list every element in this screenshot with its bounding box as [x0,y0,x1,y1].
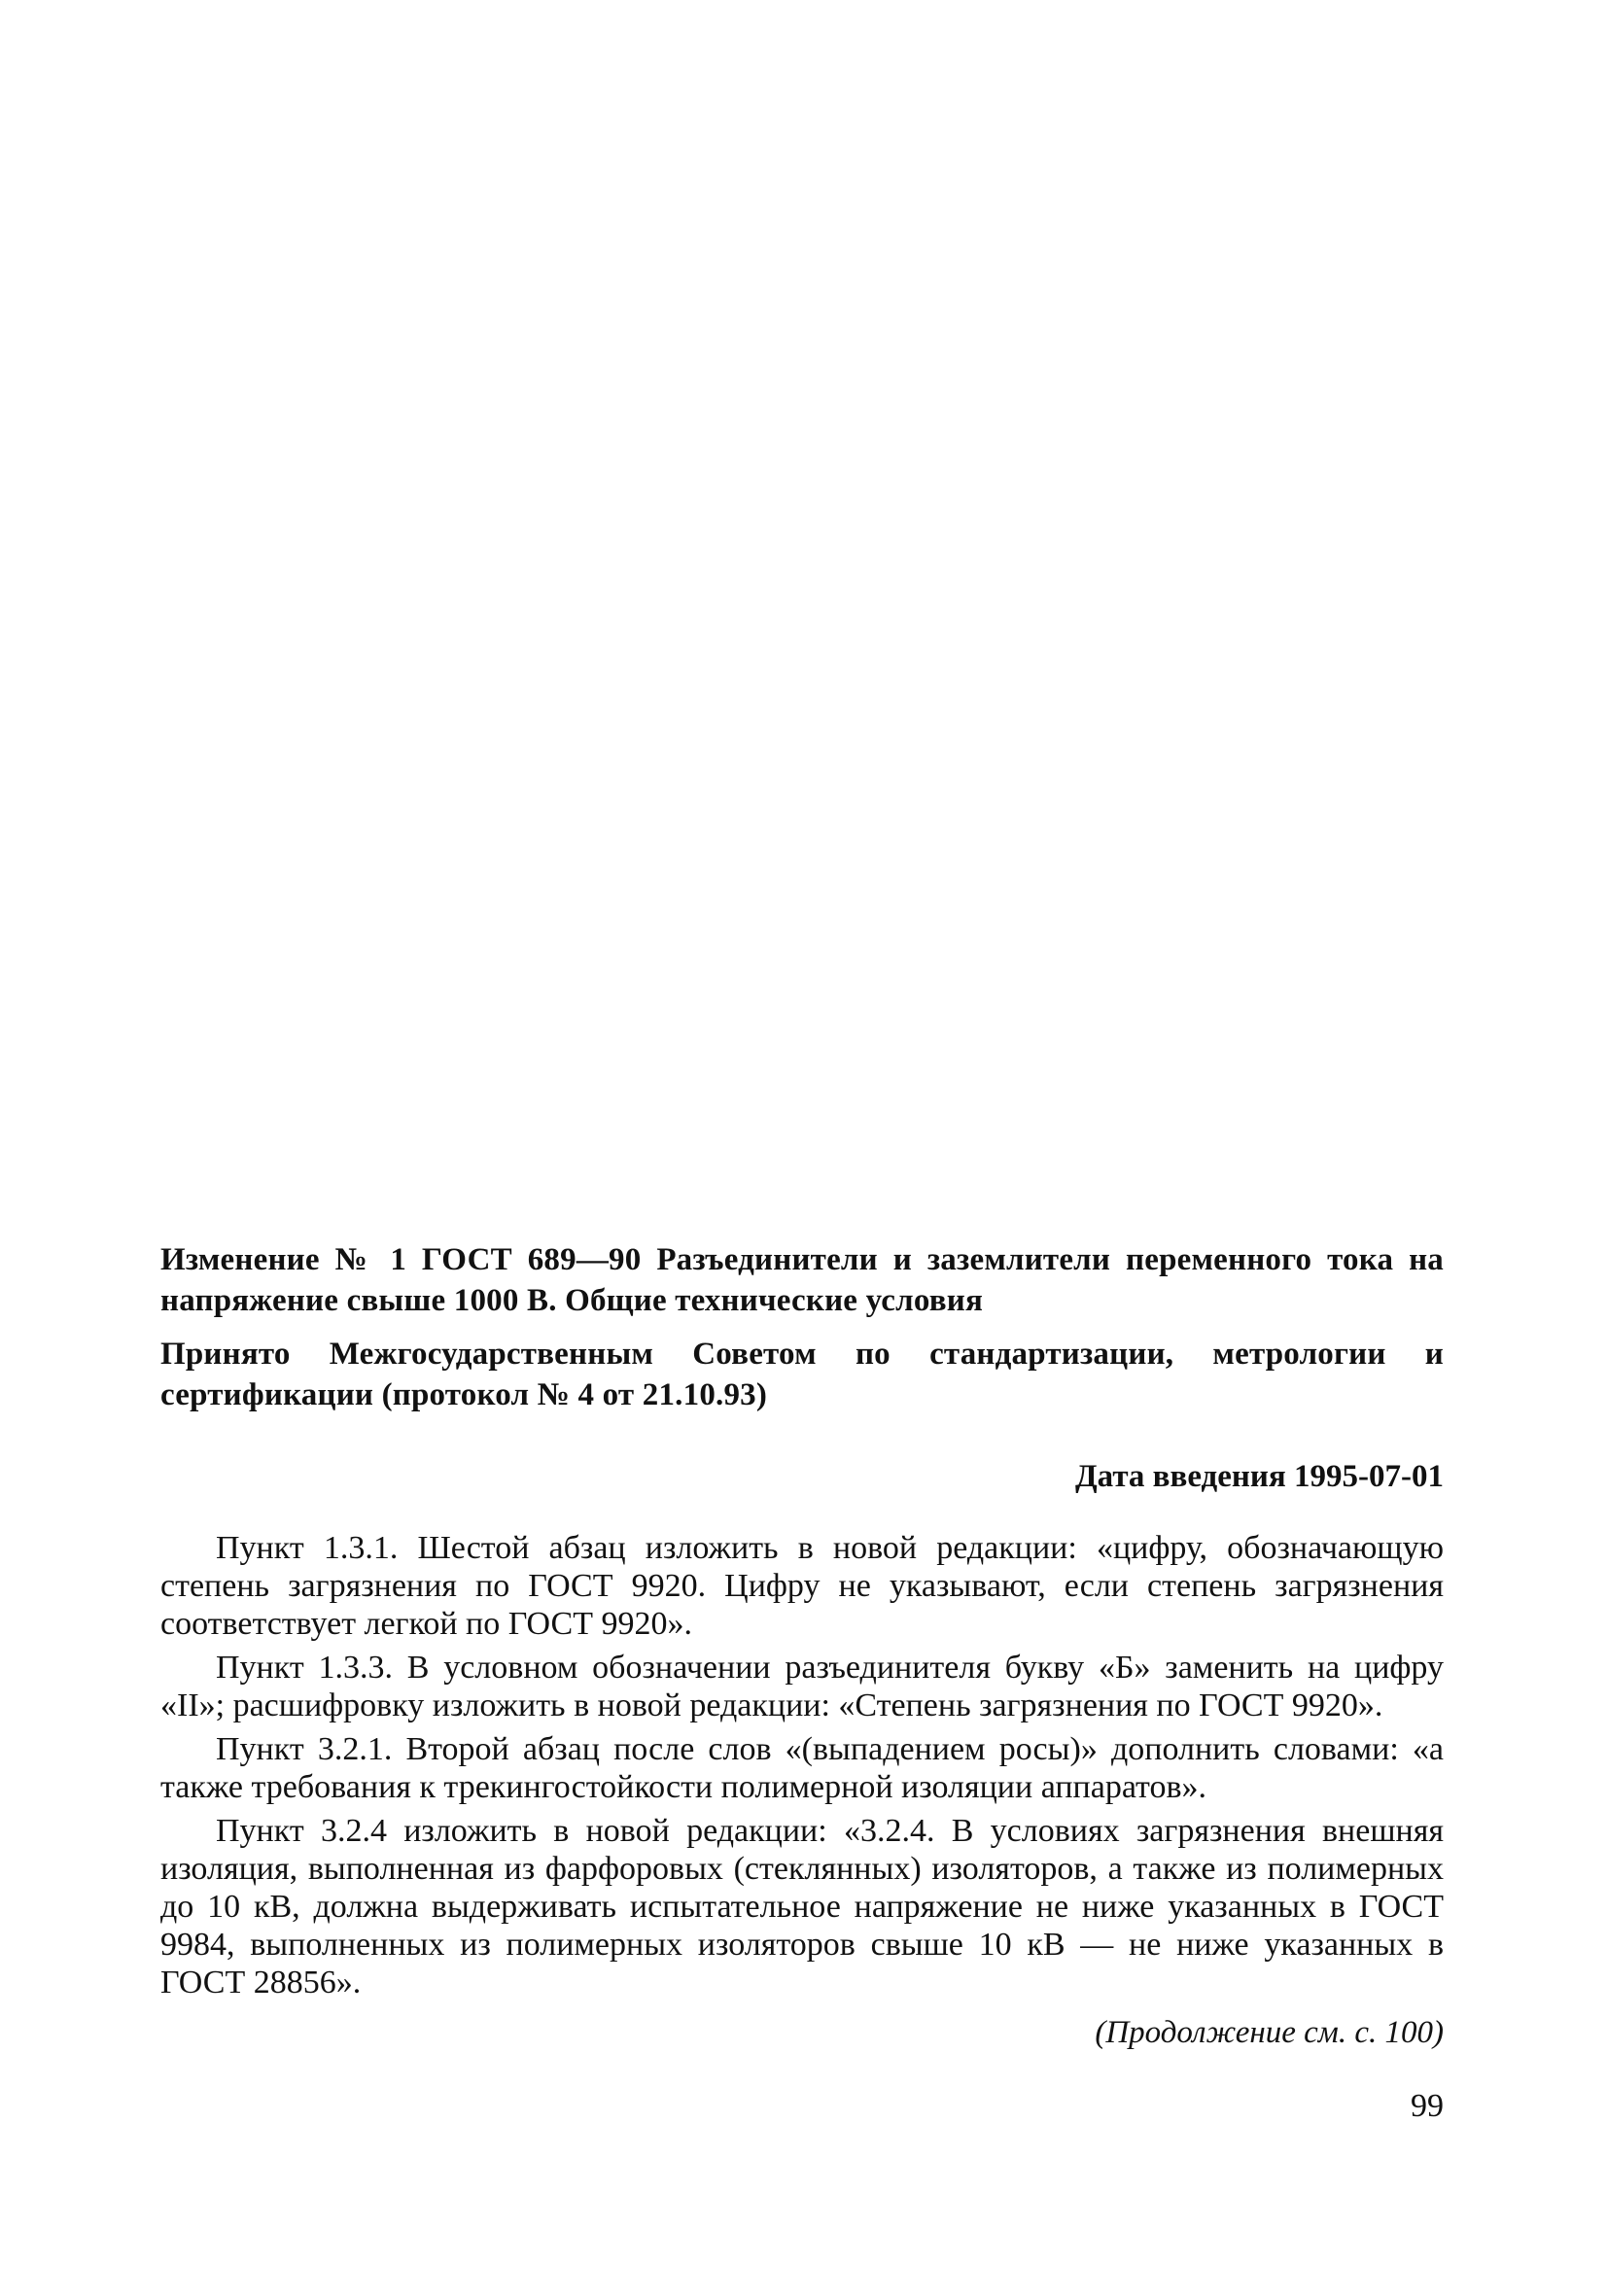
document-content [160,1239,1444,2052]
effective-date: Дата введения 1995-07-01 [1074,1459,1444,1494]
paragraph-clause-1-3-3: Пункт 1.3.3. В условном обозначении разъединителя букву «Б» заменить на цифру «II»; расшифровку изложить в новой редакции: «Степень загрязнения по ГОСТ 9920». [160,1650,1444,1723]
amendment-title: Изменение № 1 ГОСТ 689—90 Разъединители и заземлители переменного тока на напряжение свыше 1000 В. Общие технические условия [160,1242,1444,1318]
accepted-by-statement: Принято Межгосударственным Советом по стандартизации, метрологии и сертификации (протокол № 4 от 21.10.93) [160,1337,1444,1412]
paragraph-clause-3-2-1: Пункт 3.2.1. Второй абзац после слов «(выпадением росы)» дополнить словами: «а также требования к трекингостойкости полимерной изоляции аппаратов». [160,1731,1444,1805]
paragraph-clause-1-3-1: Пункт 1.3.1. Шестой абзац изложить в новой редакции: «цифру, обозначающую степень загрязнения по ГОСТ 9920. Цифру не указывают, если степень загрязнения соответствует легкой по ГОСТ 9920». [160,1530,1444,1642]
continuation-note: (Продолжение см. с. 100) [1095,2015,1444,2050]
page-number: 99 [1411,2088,1444,2124]
paragraph-clause-3-2-4: Пункт 3.2.4 изложить в новой редакции: «3.2.4. В условиях загрязнения внешняя изоляция, выполненная из фарфоровых (стеклянных) изоляторов, а также из полимерных до 10 кВ, должна выдерживать испытательное напряжение не ниже указанных в ГОСТ 9984, выполненных из полимерных изоляторов свыше 10 кВ — не ниже указанных в ГОСТ 28856». [160,1813,1444,2000]
